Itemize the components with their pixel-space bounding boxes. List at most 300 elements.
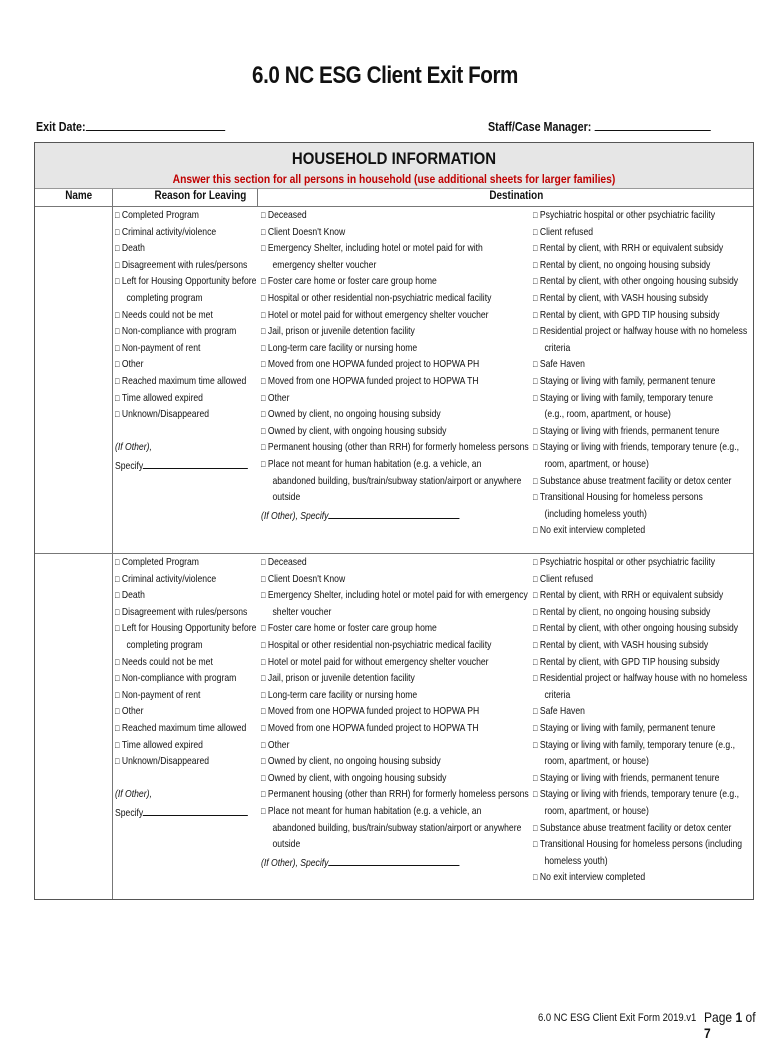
dest-specify-blank[interactable] (328, 853, 459, 866)
checkbox-icon[interactable]: □ (533, 872, 538, 883)
destination-option-label: Safe Haven (539, 358, 585, 371)
footer-doc-name: 6.0 NC ESG Client Exit Form 2019.v1 (538, 1012, 697, 1024)
destination-option[interactable] (533, 836, 747, 853)
destination-option (533, 803, 747, 820)
checkbox-icon[interactable]: □ (115, 590, 120, 601)
destination-option-label: Transitional Housing for homeless persons (539, 491, 703, 504)
checkbox-icon[interactable]: □ (261, 573, 266, 584)
reason-option[interactable] (115, 571, 256, 588)
checkbox-icon[interactable]: □ (115, 276, 120, 287)
checkbox-icon[interactable]: □ (261, 639, 266, 650)
destination-option (533, 340, 747, 357)
section-header (35, 143, 753, 189)
destination-option-label: criteria (544, 341, 571, 354)
destination-option-label: room, apartment, or house) (544, 804, 649, 817)
exit-date-field[interactable] (36, 118, 225, 134)
reason-option[interactable] (115, 340, 256, 357)
destination-option[interactable] (533, 587, 747, 604)
destination-option-label: Rental by client, with VASH housing subsidy (539, 638, 709, 651)
specify-label: Specify (115, 806, 144, 819)
destination-option-label: outside (272, 838, 301, 851)
destination-option (261, 836, 529, 853)
checkbox-icon[interactable]: □ (533, 375, 538, 386)
destination-option (261, 820, 529, 837)
reason-option[interactable] (115, 670, 256, 687)
destination-option-label: Foster care home or foster care group home (267, 622, 437, 635)
destination-option-label: (e.g., room, apartment, or house) (544, 408, 671, 421)
section-subtitle: Answer this section for all persons in household (use additional sheets for larger families) (172, 172, 616, 186)
destination-option-label: Rental by client, no ongoing housing subsidy (539, 258, 711, 271)
checkbox-icon[interactable]: □ (533, 359, 538, 370)
specify-field[interactable] (115, 803, 256, 822)
checkbox-icon[interactable]: □ (261, 442, 266, 453)
destination-option[interactable] (261, 390, 529, 407)
checkbox-icon[interactable]: □ (115, 606, 120, 617)
destination-option[interactable] (261, 803, 529, 820)
destination-option[interactable] (261, 737, 529, 754)
reason-option[interactable] (115, 273, 256, 290)
dest-specify-blank[interactable] (328, 506, 459, 519)
reason-option[interactable] (115, 257, 256, 274)
checkbox-icon[interactable]: □ (261, 375, 266, 386)
checkbox-icon[interactable]: □ (533, 475, 538, 486)
checkbox-icon[interactable]: □ (533, 789, 538, 800)
reason-option[interactable] (115, 604, 256, 621)
destination-option-label: abandoned building, bus/train/subway station/airport or anywhere (272, 474, 522, 487)
page-current: 1 (735, 1009, 743, 1025)
checkbox-icon[interactable]: □ (115, 706, 120, 717)
checkbox-icon[interactable]: □ (261, 409, 266, 420)
reason-option-label: Other (121, 358, 144, 371)
checkbox-icon[interactable]: □ (533, 210, 538, 220)
destination-option-label: Transitional Housing for homeless persons (including (539, 838, 743, 851)
destination-option[interactable] (533, 473, 747, 490)
reason-option (115, 637, 256, 654)
destination-option[interactable] (261, 786, 529, 803)
reason-option-label: Time allowed expired (121, 391, 203, 404)
reason-option-label: Criminal activity/violence (121, 572, 217, 585)
checkbox-icon[interactable]: □ (533, 243, 538, 254)
destination-option[interactable] (261, 620, 529, 637)
destination-option[interactable] (261, 307, 529, 324)
destination-list-a-2 (261, 554, 529, 871)
checkbox-icon[interactable]: □ (115, 359, 120, 370)
checkbox-icon[interactable]: □ (533, 739, 538, 750)
checkbox-icon[interactable]: □ (533, 292, 538, 303)
checkbox-icon[interactable]: □ (261, 722, 266, 733)
checkbox-icon[interactable]: □ (533, 259, 538, 270)
checkbox-icon[interactable]: □ (533, 492, 538, 503)
checkbox-icon[interactable]: □ (115, 210, 120, 220)
checkbox-icon[interactable]: □ (533, 309, 538, 320)
destination-option[interactable] (533, 257, 747, 274)
page-indicator (704, 1009, 761, 1041)
destination-option-label: Long-term care facility or nursing home (267, 341, 418, 354)
destination-option-label: Psychiatric hospital or other psychiatric facility (539, 209, 716, 221)
checkbox-icon[interactable]: □ (533, 557, 538, 567)
destination-option-label: Staying or living with family, temporary tenure (539, 391, 713, 404)
destination-option-label: Hotel or motel paid for without emergency shelter voucher (267, 308, 489, 321)
checkbox-icon[interactable]: □ (533, 623, 538, 634)
checkbox-icon[interactable]: □ (533, 573, 538, 584)
destination-option-label: Owned by client, no ongoing housing subsidy (267, 408, 441, 421)
destination-option-label: Permanent housing (other than RRH) for formerly homeless persons (267, 441, 529, 454)
destination-option-label: Other (267, 738, 290, 751)
checkbox-icon[interactable]: □ (261, 656, 266, 667)
destination-option[interactable] (533, 439, 747, 456)
checkbox-icon[interactable]: □ (261, 756, 266, 767)
destination-option-label: Emergency Shelter, including hotel or motel paid for with (267, 242, 483, 255)
reason-option[interactable] (115, 620, 256, 637)
destination-option-label: No exit interview completed (539, 871, 646, 884)
destination-option[interactable] (533, 224, 747, 241)
checkbox-icon[interactable]: □ (533, 639, 538, 650)
reason-option[interactable] (115, 356, 256, 373)
destination-option[interactable] (533, 207, 747, 224)
reason-option-label: Non-payment of rent (121, 688, 201, 701)
destination-option[interactable] (261, 273, 529, 290)
destination-option-label: No exit interview completed (539, 524, 646, 537)
destination-option-label: Staying or living with family, permanent tenure (539, 721, 716, 734)
destination-option[interactable] (533, 720, 747, 737)
destination-option[interactable] (533, 390, 747, 407)
destination-option[interactable] (261, 224, 529, 241)
destination-option[interactable] (533, 290, 747, 307)
checkbox-icon[interactable]: □ (261, 557, 266, 567)
specify-blank[interactable] (143, 456, 248, 469)
reason-option-label: Unknown/Disappeared (121, 408, 210, 421)
destination-option-label: homeless youth) (544, 854, 608, 867)
destination-option-label: Rental by client, with RRH or equivalent subsidy (539, 589, 724, 602)
destination-option[interactable] (261, 406, 529, 423)
destination-option[interactable] (261, 554, 529, 571)
reason-option-label: completing program (126, 291, 203, 304)
destination-option (261, 489, 529, 506)
destination-option[interactable] (533, 307, 747, 324)
checkbox-icon[interactable]: □ (115, 739, 120, 750)
checkbox-icon[interactable]: □ (115, 342, 120, 353)
destination-option[interactable] (533, 571, 747, 588)
form-title: 6.0 NC ESG Client Exit Form (252, 62, 518, 89)
header-reason: Reason for Leaving (154, 190, 247, 202)
checkbox-icon[interactable]: □ (115, 656, 120, 667)
header-destination: Destination (489, 190, 544, 202)
destination-option[interactable] (533, 604, 747, 621)
destination-option-label: Moved from one HOPWA funded project to HOPWA PH (267, 705, 480, 718)
household-form (34, 142, 754, 900)
checkbox-icon[interactable]: □ (533, 226, 538, 237)
destination-option-label: Other (267, 391, 290, 404)
destination-option-label: criteria (544, 688, 571, 701)
reason-option-label: Non-compliance with program (121, 672, 237, 685)
checkbox-icon[interactable]: □ (261, 309, 266, 320)
destination-option[interactable] (261, 373, 529, 390)
checkbox-icon[interactable]: □ (261, 359, 266, 370)
destination-option-label: Foster care home or foster care group home (267, 275, 437, 288)
checkbox-icon[interactable]: □ (115, 309, 120, 320)
reason-option[interactable] (115, 373, 256, 390)
checkbox-icon[interactable]: □ (261, 772, 266, 783)
checkbox-icon[interactable]: □ (115, 392, 120, 403)
destination-option[interactable] (533, 522, 747, 539)
checkbox-icon[interactable]: □ (533, 606, 538, 617)
destination-option-label: Rental by client, with VASH housing subsidy (539, 291, 709, 304)
reason-option-label: Time allowed expired (121, 738, 203, 751)
checkbox-icon[interactable]: □ (261, 623, 266, 634)
destination-option[interactable] (533, 356, 747, 373)
staff-field[interactable] (488, 118, 710, 134)
reason-option[interactable] (115, 554, 256, 571)
checkbox-icon[interactable]: □ (115, 573, 120, 584)
destination-option[interactable] (533, 273, 747, 290)
dest-specify-label: (If Other), Specify (261, 856, 329, 869)
reason-option[interactable] (115, 224, 256, 241)
destination-option[interactable] (533, 786, 747, 803)
checkbox-icon[interactable]: □ (533, 839, 538, 850)
checkbox-icon[interactable]: □ (261, 706, 266, 717)
reason-option-label: Other (121, 705, 144, 718)
destination-option[interactable] (261, 770, 529, 787)
destination-option-label: Rental by client, with RRH or equivalent subsidy (539, 242, 724, 255)
checkbox-icon[interactable]: □ (533, 525, 538, 536)
destination-option[interactable] (533, 323, 747, 340)
destination-option[interactable] (533, 423, 747, 440)
checkbox-icon[interactable]: □ (115, 722, 120, 733)
destination-option-label: Staying or living with family, temporary tenure (e.g., (539, 738, 736, 751)
checkbox-icon[interactable]: □ (533, 706, 538, 717)
destination-option[interactable] (261, 753, 529, 770)
spacer (115, 770, 256, 787)
reason-col-divider (257, 189, 258, 206)
destination-option (533, 853, 747, 870)
destination-option[interactable] (533, 820, 747, 837)
checkbox-icon[interactable]: □ (115, 226, 120, 237)
destination-option[interactable] (261, 290, 529, 307)
destination-option-label: Substance abuse treatment facility or detox center (539, 821, 732, 834)
destination-option[interactable] (261, 423, 529, 440)
destination-option[interactable] (533, 737, 747, 754)
checkbox-icon[interactable]: □ (261, 789, 266, 800)
destination-option-label: Rental by client, no ongoing housing subsidy (539, 605, 711, 618)
reason-option[interactable] (115, 703, 256, 720)
reason-option-label: completing program (126, 638, 203, 651)
staff-blank[interactable] (594, 118, 710, 131)
checkbox-icon[interactable]: □ (261, 276, 266, 287)
reason-option-label: Reached maximum time allowed (121, 721, 247, 734)
destination-option[interactable] (261, 587, 529, 604)
specify-label: Specify (115, 459, 144, 472)
destination-option[interactable] (533, 670, 747, 687)
checkbox-icon[interactable]: □ (533, 590, 538, 601)
destination-option-label: Deceased (267, 556, 307, 568)
destination-option-label: Jail, prison or juvenile detention facility (267, 672, 415, 685)
checkbox-icon[interactable]: □ (115, 326, 120, 337)
destination-option[interactable] (261, 456, 529, 473)
destination-option (533, 456, 747, 473)
reason-option-label: Needs could not be met (121, 655, 213, 668)
destination-option-label: Residential project or halfway house with no homeless (539, 672, 748, 685)
reason-option-label: Death (121, 242, 145, 255)
destination-option-label: Owned by client, with ongoing housing subsidy (267, 771, 447, 784)
destination-option-label: Hospital or other residential non-psychiatric medical facility (267, 291, 492, 304)
destination-option[interactable] (533, 869, 747, 886)
reason-option[interactable] (115, 720, 256, 737)
destination-option-label: Psychiatric hospital or other psychiatric facility (539, 556, 716, 568)
checkbox-icon[interactable]: □ (533, 673, 538, 684)
checkbox-icon[interactable]: □ (533, 656, 538, 667)
checkbox-icon[interactable]: □ (261, 392, 266, 403)
destination-option-label: Moved from one HOPWA funded project to HOPWA PH (267, 358, 480, 371)
destination-option[interactable] (533, 620, 747, 637)
checkbox-icon[interactable]: □ (115, 673, 120, 684)
destination-option-label: Client refused (539, 572, 594, 585)
destination-option (533, 506, 747, 523)
checkbox-icon[interactable]: □ (115, 259, 120, 270)
destination-option[interactable] (533, 554, 747, 571)
spacer (115, 423, 256, 440)
destination-option-label: Rental by client, with GPD TIP housing subsidy (539, 655, 720, 668)
reason-option-label: Disagreement with rules/persons (121, 258, 248, 271)
checkbox-icon[interactable]: □ (533, 425, 538, 436)
destination-option[interactable] (261, 703, 529, 720)
reason-option-label: Unknown/Disappeared (121, 755, 210, 768)
destination-option[interactable] (261, 720, 529, 737)
destination-option-label: Place not meant for human habitation (e.g. a vehicle, an (267, 804, 482, 817)
reason-option[interactable] (115, 737, 256, 754)
checkbox-icon[interactable]: □ (261, 805, 266, 816)
checkbox-icon[interactable]: □ (115, 557, 120, 567)
destination-option[interactable] (261, 340, 529, 357)
destination-option-label: Deceased (267, 209, 307, 221)
staff-label: Staff/Case Manager: (488, 120, 592, 134)
checkbox-icon[interactable]: □ (533, 442, 538, 453)
destination-option-label: Owned by client, with ongoing housing subsidy (267, 424, 447, 437)
destination-option-label: Place not meant for human habitation (e.g. a vehicle, an (267, 457, 482, 470)
destination-option-label: (including homeless youth) (544, 507, 647, 520)
destination-option-label: Residential project or halfway house with no homeless (539, 325, 748, 338)
destination-option (261, 257, 529, 274)
destination-option[interactable] (261, 240, 529, 257)
reason-option-label: Non-payment of rent (121, 341, 201, 354)
checkbox-icon[interactable]: □ (261, 292, 266, 303)
checkbox-icon[interactable]: □ (533, 722, 538, 733)
if-other-label: (If Other), (115, 441, 152, 454)
section-title: HOUSEHOLD INFORMATION (291, 149, 497, 168)
destination-option-label: Substance abuse treatment facility or detox center (539, 474, 732, 487)
destination-option-label: Jail, prison or juvenile detention facility (267, 325, 415, 338)
reason-list-2 (115, 554, 256, 822)
checkbox-icon[interactable]: □ (533, 822, 538, 833)
exit-date-label: Exit Date: (36, 120, 86, 134)
checkbox-icon[interactable]: □ (533, 276, 538, 287)
destination-option[interactable] (261, 687, 529, 704)
if-other-label: (If Other), (115, 788, 152, 801)
destination-option-label: Emergency Shelter, including hotel or motel paid for with emergency (267, 589, 528, 602)
checkbox-icon[interactable]: □ (115, 375, 120, 386)
destination-option[interactable] (533, 489, 747, 506)
destination-option-label: Client Doesn't Know (267, 572, 346, 585)
destination-option[interactable] (533, 373, 747, 390)
destination-option[interactable] (261, 571, 529, 588)
destination-option[interactable] (261, 439, 529, 456)
reason-option (115, 290, 256, 307)
checkbox-icon[interactable]: □ (261, 226, 266, 237)
checkbox-icon[interactable]: □ (261, 243, 266, 254)
destination-option-label: Staying or living with friends, permanent tenure (539, 771, 720, 784)
reason-option[interactable] (115, 753, 256, 770)
checkbox-icon[interactable]: □ (261, 689, 266, 700)
reason-option[interactable] (115, 240, 256, 257)
reason-option-label: Needs could not be met (121, 308, 213, 321)
checkbox-icon[interactable]: □ (533, 326, 538, 337)
reason-option[interactable] (115, 687, 256, 704)
checkbox-icon[interactable]: □ (261, 590, 266, 601)
destination-option[interactable] (533, 770, 747, 787)
checkbox-icon[interactable]: □ (115, 623, 120, 634)
checkbox-icon[interactable]: □ (261, 210, 266, 220)
checkbox-icon[interactable]: □ (261, 342, 266, 353)
destination-option[interactable] (533, 637, 747, 654)
reason-option[interactable] (115, 207, 256, 224)
checkbox-icon[interactable]: □ (261, 458, 266, 469)
specify-field[interactable] (115, 456, 256, 475)
checkbox-icon[interactable]: □ (533, 772, 538, 783)
checkbox-icon[interactable]: □ (261, 425, 266, 436)
reason-option[interactable] (115, 406, 256, 423)
checkbox-icon[interactable]: □ (115, 409, 120, 420)
checkbox-icon[interactable]: □ (261, 739, 266, 750)
destination-option[interactable] (261, 207, 529, 224)
dest-specify-field[interactable] (261, 506, 529, 525)
dest-specify-label: (If Other), Specify (261, 509, 329, 522)
reason-option-label: Non-compliance with program (121, 325, 237, 338)
reason-option[interactable] (115, 307, 256, 324)
destination-option[interactable] (533, 240, 747, 257)
destination-option-label: room, apartment, or house) (544, 457, 649, 470)
dest-specify-field[interactable] (261, 853, 529, 872)
destination-list-b-2 (533, 554, 747, 886)
reason-option-label: Completed Program (121, 209, 199, 221)
checkbox-icon[interactable]: □ (115, 689, 120, 700)
reason-option[interactable] (115, 587, 256, 604)
destination-option-label: Client Doesn't Know (267, 225, 346, 238)
reason-option[interactable] (115, 323, 256, 340)
destination-option[interactable] (261, 670, 529, 687)
checkbox-icon[interactable]: □ (115, 243, 120, 254)
checkbox-icon[interactable]: □ (533, 392, 538, 403)
reason-option-label: Reached maximum time allowed (121, 374, 247, 387)
specify-blank[interactable] (143, 803, 248, 816)
reason-option[interactable] (115, 654, 256, 671)
destination-list-b-1 (533, 207, 747, 539)
destination-option[interactable] (261, 654, 529, 671)
destination-option[interactable] (533, 654, 747, 671)
destination-option[interactable] (261, 637, 529, 654)
destination-option[interactable] (261, 356, 529, 373)
destination-option-label: Permanent housing (other than RRH) for formerly homeless persons (267, 788, 529, 801)
checkbox-icon[interactable]: □ (115, 756, 120, 767)
destination-option-label: Hotel or motel paid for without emergency shelter voucher (267, 655, 489, 668)
checkbox-icon[interactable]: □ (261, 326, 266, 337)
reason-option[interactable] (115, 390, 256, 407)
reason-option-label: Criminal activity/violence (121, 225, 217, 238)
destination-option[interactable] (533, 703, 747, 720)
destination-option[interactable] (261, 323, 529, 340)
exit-date-blank[interactable] (86, 118, 225, 131)
destination-option-label: Hospital or other residential non-psychiatric medical facility (267, 638, 492, 651)
checkbox-icon[interactable]: □ (261, 673, 266, 684)
destination-option-label: Moved from one HOPWA funded project to HOPWA TH (267, 374, 479, 387)
